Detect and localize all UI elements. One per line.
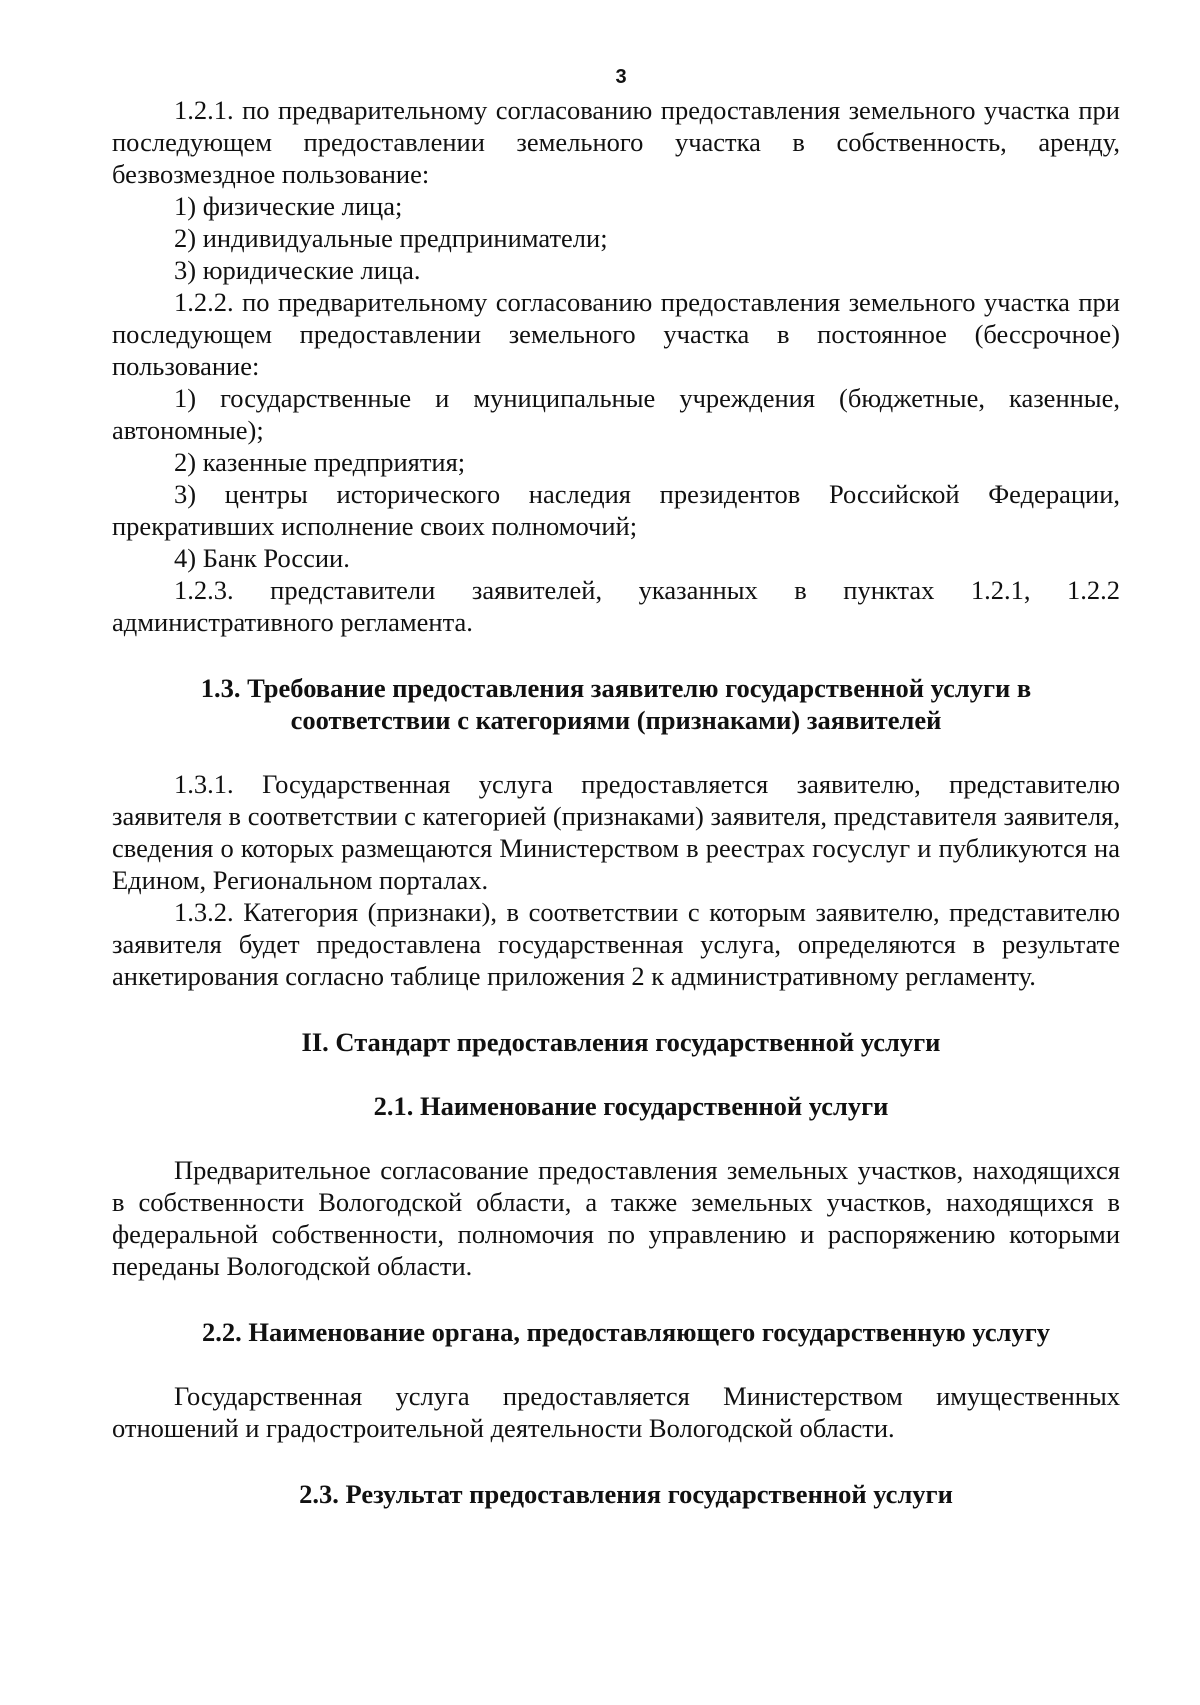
list-item: 1) физические лица; [174,191,403,221]
list-item: 4) Банк России. [174,543,350,573]
spacer [112,1444,1120,1478]
list-item: 1) государственные и муниципальные учреждения (бюджетные, казенные, автономные); [112,383,1120,445]
spacer [112,1058,1120,1090]
section-1-2-list [112,94,1120,638]
heading-2-3: 2.3. Результат предоставления государственной услуги [299,1479,953,1509]
paragraph-2-2: Государственная услуга предоставляется Министерством имущественных отношений и градостроительной деятельности Вологодской области. [112,1381,1120,1443]
spacer [112,1122,1120,1154]
heading-1-3: 1.3. Требование предоставления заявителю государственной услуги в соответствии с категориями (признаками) заявителей [200,673,1032,735]
list-item: 2) казенные предприятия; [174,447,466,477]
spacer [112,736,1120,768]
spacer [112,638,1120,672]
list-item: 3) юридические лица. [174,255,421,285]
spacer [112,1348,1120,1380]
document-page [112,60,1120,1510]
list-item: 2) индивидуальные предприниматели; [174,223,608,253]
paragraph-1-3-1: 1.3.1. Государственная услуга предоставляется заявителю, представителю заявителя в соответствии с категорией (признаками) заявителя, представителя заявителя, сведения о которых размещаются Министерством в реестрах госуслуг и публикуются на Едином, Региональном порталах. [112,769,1120,895]
page-number: 3 [615,66,627,88]
paragraph-1-2-1: 1.2.1. по предварительному согласованию предоставления земельного участка при последующем предоставлении земельного участка в собственность, аренду, безвозмездное пользование: [112,95,1120,189]
list-item: 3) центры исторического наследия президентов Российской Федерации, прекративших исполнение своих полномочий; [112,479,1120,541]
paragraph-1-2-3: 1.2.3. представители заявителей, указанных в пунктах 1.2.1, 1.2.2 административного регламента. [112,575,1120,637]
paragraph-1-2-2: 1.2.2. по предварительному согласованию предоставления земельного участка при последующем предоставлении земельного участка в постоянное (бессрочное) пользование: [112,287,1120,381]
spacer [112,992,1120,1026]
spacer [112,1282,1120,1316]
heading-2-1: 2.1. Наименование государственной услуги [373,1091,889,1121]
heading-section-2: II. Стандарт предоставления государственной услуги [301,1027,941,1057]
paragraph-2-1: Предварительное согласование предоставления земельных участков, находящихся в собственности Вологодской области, а также земельных участков, находящихся в федеральной собственности, полномочия по управлению и распоряжению которыми переданы Вологодской области. [112,1155,1120,1281]
heading-2-2: 2.2. Наименование органа, предоставляющего государственную услугу [201,1317,1051,1347]
section-1-3-body [112,768,1120,992]
paragraph-1-3-2: 1.3.2. Категория (признаки), в соответствии с которым заявителю, представителю заявителя будет предоставлена государственная услуга, определяются в результате анкетирования согласно таблице приложения 2 к административному регламенту. [112,897,1120,991]
